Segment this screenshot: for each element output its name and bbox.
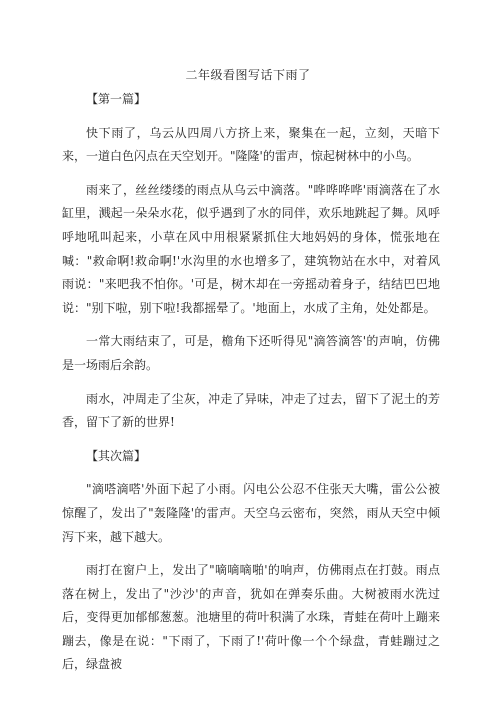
section-heading-first: 【第一篇】: [86, 92, 147, 106]
paragraph: 快下雨了，乌云从四周八方挤上来，聚集在一起，立刻，天暗下来，一道白色闪点在天空划开。"隆隆'的雷声，惊起树林中的小鸟。: [62, 125, 440, 164]
document-body: [62, 88, 440, 687]
paragraph: "滴嗒滴嗒'外面下起了小雨。闪电公公忍不住张天大嘴，雷公公被惊醒了，发出了"轰隆隆'的雷声。天空乌云密布，突然，雨从天空中倾泻下来，越下越大。: [62, 482, 440, 544]
paragraph: 雨打在窗户上，发出了"嘀嘀嘀啪'的响声，仿佛雨点在打鼓。雨点落在树上，发出了"沙沙'的声音，犹如在弹奏乐曲。大树被雨水洗过后，变得更加郁郁葱葱。池塘里的荷叶积满了水珠，青蛙在荷叶上蹦来蹦去，像是在说："下雨了，下雨了!'荷叶像一个个绿盘，青蛙蹦过之后，绿盘被: [62, 563, 440, 672]
paragraph: 一常大雨结束了，可是，檐角下还听得见"滴答滴答'的声响，仿佛是一场雨后余韵。: [62, 334, 440, 372]
paragraph: 雨水，冲周走了尘灰，冲走了异味，冲走了过去，留下了泥土的芳香，留下了新的世界!: [62, 391, 440, 430]
paragraph: 雨来了，丝丝缕缕的雨点从乌云中滴落。"哗哗哗哗'雨滴落在了水缸里，溅起一朵朵水花，似乎遇到了水的同伴，欢乐地跳起了舞。风呼呼地吼叫起来，小草在风中用根紧紧抓住大地妈妈的身体，慌张地在喊："救命啊!救命啊!'水沟里的水也增多了，建筑物站在水中，对着风雨说："来吧我不怕你。'可是，树木却在一旁摇动着身子，结结巴巴地说："别下啦，别下啦!我都摇晕了。'地面上，水成了主角，处处都是。: [62, 182, 440, 315]
section-heading-second: 【其次篇】: [86, 448, 147, 463]
document-title: 二年级看图写话下雨了: [185, 68, 311, 82]
